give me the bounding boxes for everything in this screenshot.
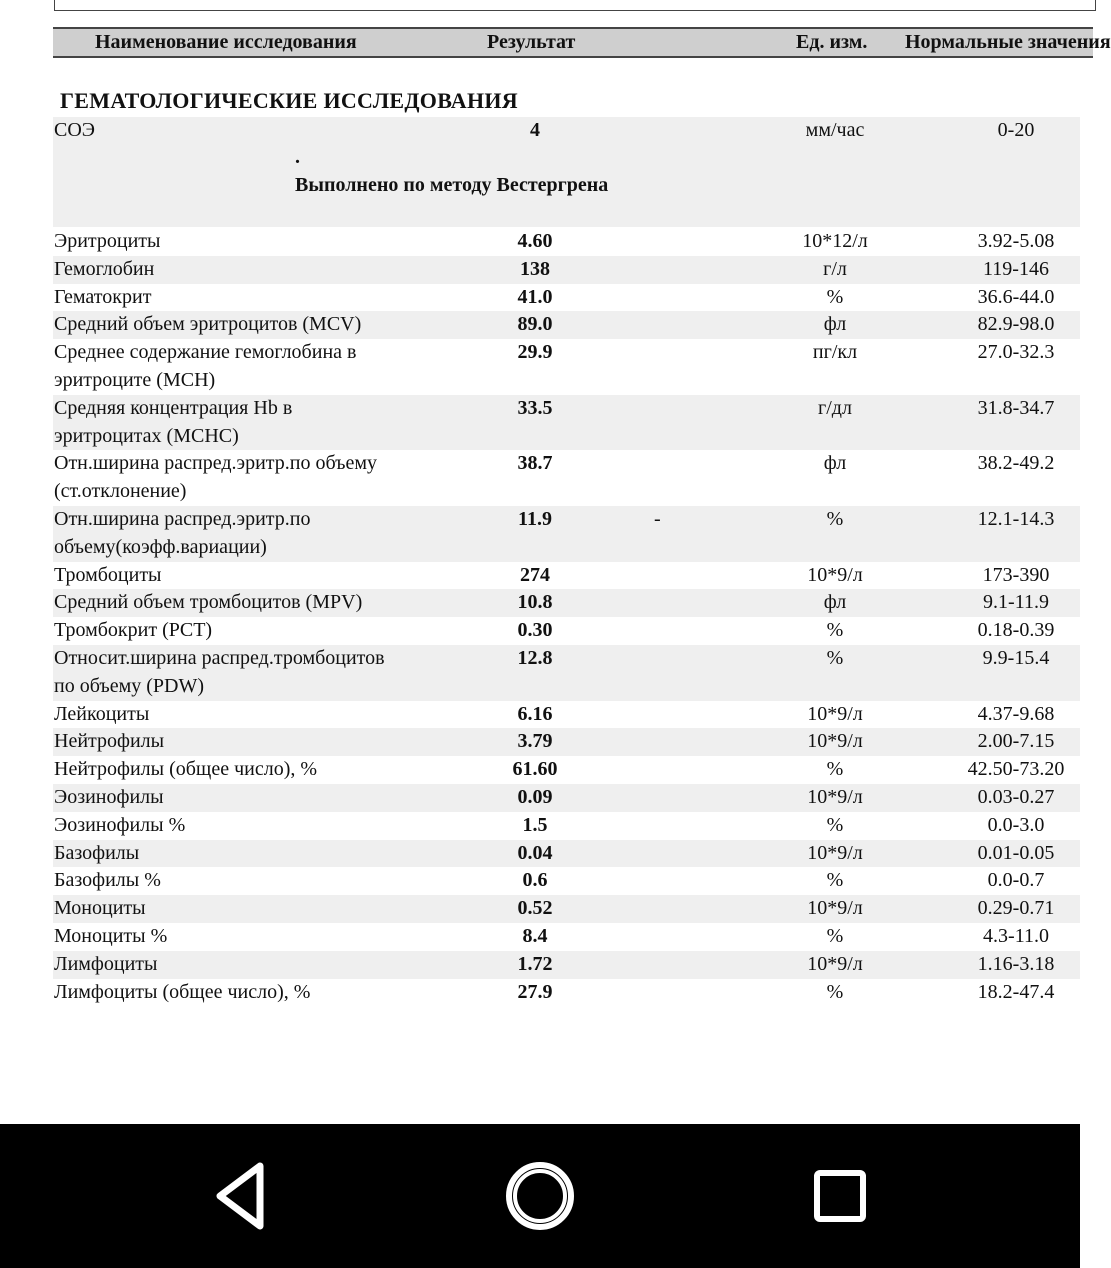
table-row bbox=[53, 589, 1080, 617]
row-result: 33.5 bbox=[517, 396, 553, 419]
row-name bbox=[54, 228, 160, 256]
table-row bbox=[53, 923, 1080, 951]
table-row bbox=[53, 728, 1080, 756]
table-row bbox=[53, 979, 1080, 1007]
row-unit: % bbox=[826, 758, 844, 781]
row-norm: 0.0-3.0 bbox=[987, 813, 1045, 836]
row-name-line: Моноциты bbox=[54, 897, 146, 920]
row-unit: 10*9/л bbox=[807, 563, 863, 586]
header-norm: Нормальные значения bbox=[905, 31, 1111, 53]
row-norm: 4.3-11.0 bbox=[983, 925, 1049, 947]
row-name-line: эритроците (MCH) bbox=[54, 368, 216, 391]
row-result: 274 bbox=[520, 563, 550, 586]
row-result: 12.8 bbox=[517, 647, 553, 669]
row-unit: % bbox=[826, 925, 844, 947]
row-name bbox=[54, 617, 212, 645]
table-row-esr bbox=[53, 117, 1080, 227]
row-unit: фл bbox=[823, 452, 847, 475]
row-name bbox=[54, 284, 151, 312]
table-row bbox=[53, 311, 1080, 339]
row-name bbox=[54, 506, 311, 562]
row-name bbox=[54, 951, 157, 979]
row-norm: 0.18-0.39 bbox=[977, 619, 1055, 642]
row-name-line: Отн.ширина распред.эритр.по объему bbox=[54, 452, 378, 475]
row-unit: % bbox=[826, 619, 844, 642]
row-norm: 2.00-7.15 bbox=[977, 730, 1055, 753]
row-name-line: Гемоглобин bbox=[54, 257, 155, 280]
circle-home-icon bbox=[502, 1158, 578, 1234]
row-flag: - bbox=[654, 508, 661, 530]
row-norm: 0.0-0.7 bbox=[987, 869, 1045, 892]
row-result: 1.5 bbox=[522, 813, 548, 836]
row-result: 29.9 bbox=[517, 341, 553, 364]
row-name-line: Лейкоциты bbox=[54, 702, 150, 725]
row-name-line: Средний объем эритроцитов (MCV) bbox=[54, 313, 362, 336]
table-row bbox=[53, 951, 1080, 979]
row-name bbox=[54, 339, 356, 395]
table-row bbox=[53, 228, 1080, 256]
row-name bbox=[54, 840, 139, 868]
row-unit: 10*9/л bbox=[807, 730, 863, 753]
row-name-line: Нейтрофилы (общее число), % bbox=[54, 758, 318, 781]
row-unit: фл bbox=[823, 313, 847, 336]
row-name-line: Тромбокрит (PCT) bbox=[54, 619, 213, 642]
row-name-line: Эозинофилы % bbox=[54, 813, 186, 836]
table-row bbox=[53, 339, 1080, 395]
section-title: ГЕМАТОЛОГИЧЕСКИЕ ИССЛЕДОВАНИЯ bbox=[60, 88, 518, 113]
row-name-line: Эритроциты bbox=[54, 230, 161, 252]
row-name bbox=[54, 701, 149, 729]
row-result: 0.52 bbox=[517, 897, 553, 920]
row-unit: % bbox=[826, 869, 844, 892]
row-result: 61.60 bbox=[512, 758, 558, 781]
row-norm: 18.2-47.4 bbox=[977, 980, 1055, 1003]
header-result: Результат bbox=[487, 31, 576, 53]
table-row bbox=[53, 756, 1080, 784]
row-result: 10.8 bbox=[517, 591, 553, 614]
row-result: 38.7 bbox=[517, 452, 553, 475]
table-row bbox=[53, 812, 1080, 840]
row-unit: 10*9/л bbox=[807, 841, 863, 864]
row-norm: 9.9-15.4 bbox=[982, 647, 1050, 669]
row-name bbox=[54, 311, 361, 339]
row-name bbox=[54, 395, 292, 451]
row-name bbox=[54, 895, 146, 923]
row-result: 27.9 bbox=[517, 980, 553, 1003]
table-row bbox=[53, 256, 1080, 284]
table-row bbox=[53, 895, 1080, 923]
row-result: 6.16 bbox=[517, 702, 553, 725]
row-result: 1.72 bbox=[517, 952, 553, 975]
android-navigation-bar bbox=[0, 1124, 1080, 1268]
row-result: 8.4 bbox=[522, 925, 548, 947]
row-result: 11.9 bbox=[518, 508, 552, 530]
row-norm: 119-146 bbox=[983, 257, 1049, 280]
row-name bbox=[54, 256, 154, 284]
row-unit: % bbox=[826, 980, 844, 1003]
row-name bbox=[54, 728, 164, 756]
row-result: 0.09 bbox=[517, 786, 553, 808]
row-unit: % bbox=[826, 647, 844, 669]
row-norm: 9.1-11.9 bbox=[983, 591, 1049, 614]
row-name-line: объему(коэфф.вариации) bbox=[54, 535, 267, 558]
row-unit: 10*9/л bbox=[807, 702, 863, 725]
home-button[interactable] bbox=[502, 1158, 578, 1234]
table-row bbox=[53, 840, 1080, 868]
table-header bbox=[53, 27, 1111, 58]
row-norm: 31.8-34.7 bbox=[977, 396, 1055, 419]
row-norm: 12.1-14.3 bbox=[977, 508, 1055, 530]
header-name: Наименование исследования bbox=[95, 31, 357, 53]
row-unit: 10*12/л bbox=[802, 230, 868, 252]
table-row bbox=[53, 617, 1080, 645]
row-name bbox=[54, 867, 161, 895]
esr-unit: мм/час bbox=[805, 119, 865, 141]
row-name-line: эритроцитах (MCHC) bbox=[54, 424, 239, 447]
row-name bbox=[54, 979, 310, 1007]
row-norm: 173-390 bbox=[982, 563, 1050, 586]
row-norm: 82.9-98.0 bbox=[977, 313, 1055, 336]
back-button[interactable] bbox=[202, 1158, 278, 1234]
table-row bbox=[53, 395, 1080, 451]
row-name-line: по объему (PDW) bbox=[54, 674, 205, 697]
table-row bbox=[53, 784, 1080, 812]
row-name-line: Отн.ширина распред.эритр.по bbox=[54, 508, 311, 530]
row-norm: 0.29-0.71 bbox=[977, 897, 1055, 920]
row-unit: г/дл bbox=[818, 396, 852, 419]
square-recents-icon bbox=[802, 1158, 878, 1234]
row-norm: 1.16-3.18 bbox=[977, 952, 1055, 975]
row-unit: % bbox=[826, 508, 844, 530]
patient-info-box-edge bbox=[54, 0, 1096, 11]
row-norm: 4.37-9.68 bbox=[977, 702, 1055, 725]
row-name-line: Моноциты % bbox=[54, 925, 168, 947]
esr-result: 4 bbox=[530, 119, 540, 141]
table-row bbox=[53, 645, 1080, 701]
table-row bbox=[53, 867, 1080, 895]
row-unit: 10*9/л bbox=[807, 897, 863, 920]
row-name bbox=[54, 450, 377, 506]
row-name-line: (ст.отклонение) bbox=[54, 480, 187, 503]
row-name bbox=[54, 756, 317, 784]
row-name-line: Средний объем тромбоцитов (MPV) bbox=[54, 591, 363, 614]
row-name bbox=[54, 923, 167, 951]
row-result: 3.79 bbox=[517, 730, 553, 753]
row-result: 138 bbox=[520, 257, 550, 280]
row-unit: фл bbox=[823, 591, 847, 614]
row-name-line: Лимфоциты (общее число), % bbox=[54, 980, 311, 1003]
row-name-line: Нейтрофилы bbox=[54, 730, 165, 753]
table-row bbox=[53, 284, 1080, 312]
row-result: 0.30 bbox=[517, 619, 553, 642]
row-unit: 10*9/л bbox=[807, 952, 863, 975]
row-name bbox=[54, 784, 164, 812]
esr-norm: 0-20 bbox=[997, 119, 1035, 141]
row-unit: 10*9/л bbox=[807, 786, 863, 808]
row-result: 41.0 bbox=[517, 285, 553, 308]
row-norm: 42.50-73.20 bbox=[967, 758, 1065, 781]
row-unit: пг/кл bbox=[812, 341, 858, 364]
header-unit: Ед. изм. bbox=[796, 31, 868, 53]
row-result: 0.04 bbox=[517, 841, 553, 864]
row-name bbox=[54, 645, 385, 701]
row-name-line: Базофилы % bbox=[54, 869, 161, 892]
row-norm: 27.0-32.3 bbox=[977, 341, 1055, 364]
row-unit: г/л bbox=[823, 257, 847, 280]
table-row bbox=[53, 562, 1080, 590]
table-row bbox=[53, 450, 1080, 506]
row-name-line: Эозинофилы bbox=[54, 786, 164, 808]
row-name-line: Относит.ширина распред.тромбоцитов bbox=[54, 647, 385, 669]
triangle-back-icon bbox=[202, 1158, 278, 1234]
row-result: 0.6 bbox=[522, 869, 548, 892]
row-name-line: Базофилы bbox=[54, 841, 140, 864]
esr-bullet: . bbox=[295, 146, 300, 168]
esr-name: СОЭ bbox=[54, 119, 95, 141]
row-norm: 38.2-49.2 bbox=[977, 452, 1055, 475]
row-result: 4.60 bbox=[517, 230, 553, 252]
recents-button[interactable] bbox=[802, 1158, 878, 1234]
row-norm: 3.92-5.08 bbox=[977, 230, 1055, 252]
row-name-line: Гематокрит bbox=[54, 285, 152, 308]
row-norm: 36.6-44.0 bbox=[977, 285, 1055, 308]
row-name bbox=[54, 562, 162, 590]
row-norm: 0.01-0.05 bbox=[977, 841, 1055, 864]
table-row bbox=[53, 701, 1080, 729]
esr-method-note: Выполнено по методу Вестергрена bbox=[295, 174, 609, 196]
row-unit: % bbox=[826, 285, 844, 308]
row-name-line: Лимфоциты bbox=[54, 952, 158, 975]
row-unit: % bbox=[826, 813, 844, 836]
row-name-line: Тромбоциты bbox=[54, 563, 162, 586]
row-name-line: Средняя концентрация Hb в bbox=[54, 396, 293, 419]
row-name bbox=[54, 589, 362, 617]
row-result: 89.0 bbox=[517, 313, 553, 336]
row-name-line: Среднее содержание гемоглобина в bbox=[54, 341, 357, 364]
table-row bbox=[53, 506, 1080, 562]
row-norm: 0.03-0.27 bbox=[977, 786, 1055, 808]
row-name bbox=[54, 812, 185, 840]
